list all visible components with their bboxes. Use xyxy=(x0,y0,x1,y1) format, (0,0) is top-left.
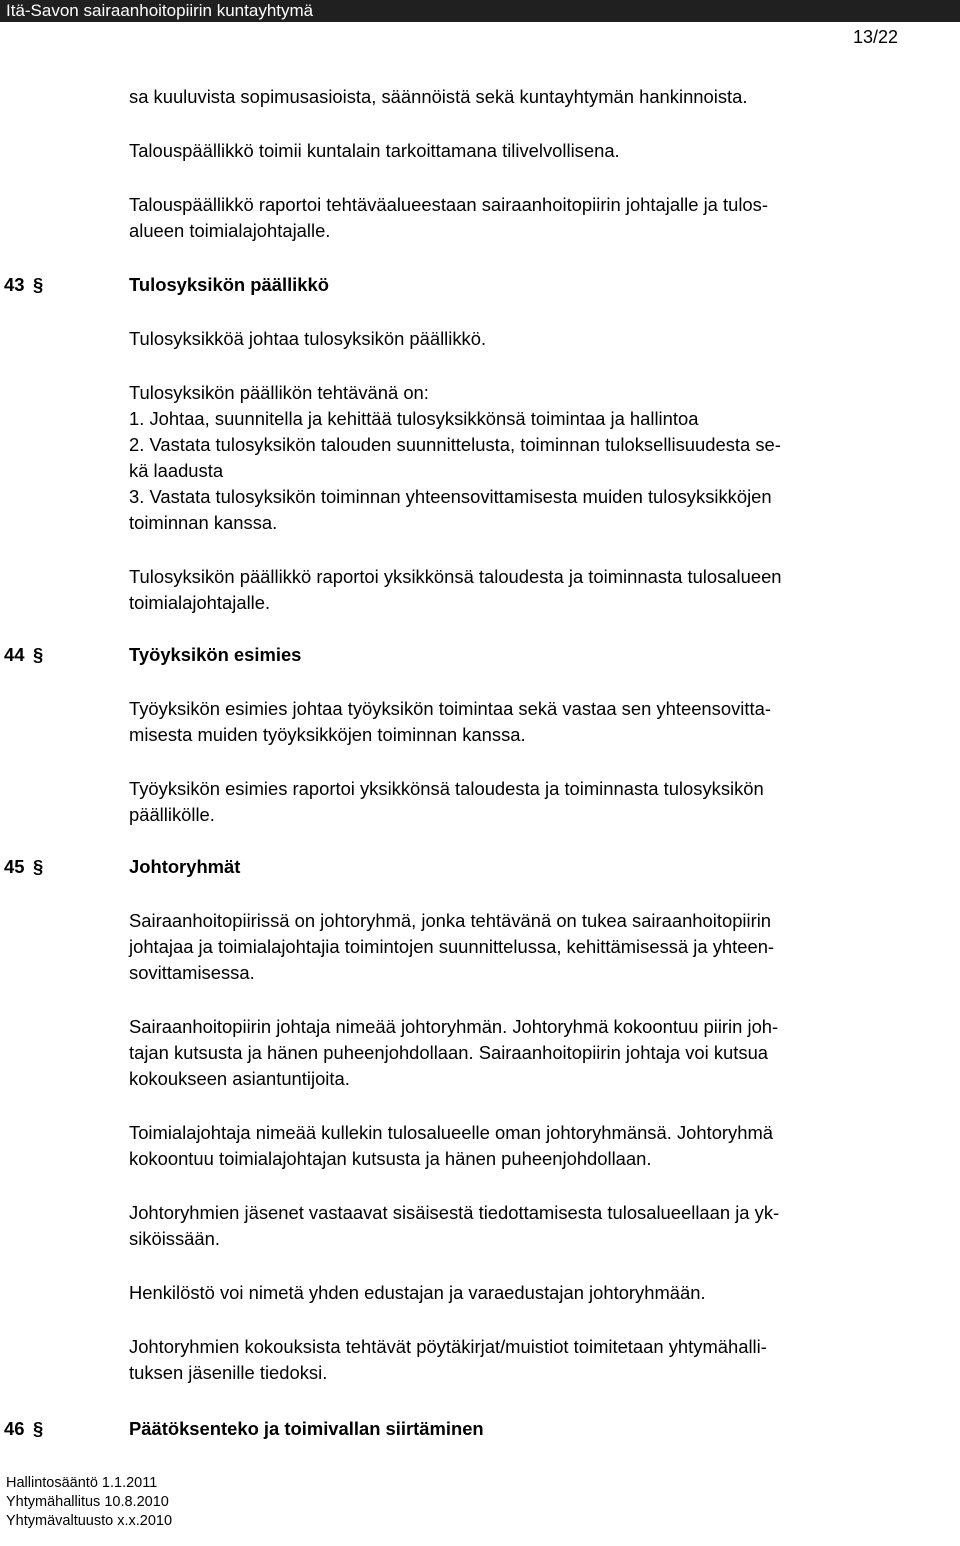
section-symbol: § xyxy=(33,274,44,295)
section-number: 43 xyxy=(4,274,25,295)
paragraph-line: johtajaa ja toimialajohtajia toimintojen suunnittelussa, kehittämisessä ja yhteen- xyxy=(129,936,775,957)
paragraph-line: toimialajohtajalle. xyxy=(129,592,271,613)
paragraph-line: Sairaanhoitopiirissä on johtoryhmä, jonka tehtävänä on tukea sairaanhoitopiirin xyxy=(129,910,772,931)
footer-line: Yhtymävaltuusto x.x.2010 xyxy=(6,1513,173,1529)
paragraph-line: Sairaanhoitopiirin johtaja nimeää johtoryhmän. Johtoryhmä kokoontuu piirin joh- xyxy=(129,1016,779,1037)
footer-line: Yhtymähallitus 10.8.2010 xyxy=(6,1494,169,1510)
section-heading-45 xyxy=(0,854,960,880)
paragraph-line: Tulosyksikön päällikön tehtävänä on: xyxy=(129,382,429,403)
paragraph-line: tajan kutsusta ja hänen puheenjohdollaan. Sairaanhoitopiirin johtaja voi kutsua xyxy=(129,1042,769,1063)
section-symbol: § xyxy=(33,856,44,877)
footer-line: Hallintosääntö 1.1.2011 xyxy=(6,1475,158,1491)
section-title: Johtoryhmät xyxy=(129,856,241,877)
section-heading-44 xyxy=(0,642,960,668)
section-heading-43 xyxy=(0,272,960,298)
paragraph-line: sovittamisessa. xyxy=(129,962,255,983)
header-bar xyxy=(0,0,960,22)
paragraph-line: Johtoryhmien jäsenet vastaavat sisäisestä tiedottamisesta tulosalueellaan ja yk- xyxy=(129,1202,780,1223)
paragraph-line: tuksen jäsenille tiedoksi. xyxy=(129,1362,328,1383)
paragraph-line: Johtoryhmien kokouksista tehtävät pöytäkirjat/muistiot toimitetaan yhtymähalli- xyxy=(129,1336,767,1357)
section-title: Päätöksenteko ja toimivallan siirtäminen xyxy=(129,1418,484,1439)
paragraph-line: kokoontuu toimialajohtajan kutsusta ja hänen puheenjohdollaan. xyxy=(129,1148,652,1169)
paragraph-line: alueen toimialajohtajalle. xyxy=(129,220,331,241)
paragraph-line: Työyksikön esimies johtaa työyksikön toimintaa sekä vastaa sen yhteensovitta- xyxy=(129,698,771,719)
section-number: 46 xyxy=(4,1418,25,1439)
section-title: Työyksikön esimies xyxy=(129,644,302,665)
paragraph-line: kokoukseen asiantuntijoita. xyxy=(129,1068,350,1089)
paragraph-line: Talouspäällikkö raportoi tehtäväalueestaan sairaanhoitopiirin johtajalle ja tulos- xyxy=(129,194,768,215)
paragraph-line: Työyksikön esimies raportoi yksikkönsä taloudesta ja toiminnasta tulosyksikön xyxy=(129,778,764,799)
list-item: toiminnan kanssa. xyxy=(129,512,278,533)
paragraph-line: siköissään. xyxy=(129,1228,220,1249)
list-item: 3. Vastata tulosyksikön toiminnan yhteensovittamisesta muiden tulosyksikköjen xyxy=(129,486,772,507)
page-number: 13/22 xyxy=(852,27,898,47)
paragraph-line: Toimialajohtaja nimeää kullekin tulosalueelle oman johtoryhmänsä. Johtoryhmä xyxy=(129,1122,774,1143)
section-title: Tulosyksikön päällikkö xyxy=(129,274,329,295)
list-item: kä laadusta xyxy=(129,460,224,481)
paragraph-line: Tulosyksikön päällikkö raportoi yksikkönsä taloudesta ja toiminnasta tulosalueen xyxy=(129,566,782,587)
organization-name: Itä-Savon sairaanhoitopiirin kuntayhtymä xyxy=(6,1,314,20)
list-item: 1. Johtaa, suunnitella ja kehittää tulosyksikkönsä toimintaa ja hallintoa xyxy=(129,408,699,429)
paragraph-line: sa kuuluvista sopimusasioista, säännöistä sekä kuntayhtymän hankinnoista. xyxy=(129,86,748,107)
paragraph-line: Tulosyksikköä johtaa tulosyksikön päällikkö. xyxy=(129,328,487,349)
document-body xyxy=(0,84,960,1442)
section-heading-46 xyxy=(0,1416,960,1442)
section-number: 45 xyxy=(4,856,25,877)
paragraph-line: Talouspäällikkö toimii kuntalain tarkoittamana tilivelvollisena. xyxy=(129,140,620,161)
list-item: 2. Vastata tulosyksikön talouden suunnittelusta, toiminnan tuloksellisuudesta se- xyxy=(129,434,781,455)
document-footer xyxy=(6,1474,172,1531)
section-number: 44 xyxy=(4,644,25,665)
paragraph-line: misesta muiden työyksikköjen toiminnan kanssa. xyxy=(129,724,526,745)
section-symbol: § xyxy=(33,1418,44,1439)
paragraph-line: Henkilöstö voi nimetä yhden edustajan ja varaedustajan johtoryhmään. xyxy=(129,1282,706,1303)
paragraph-line: päällikölle. xyxy=(129,804,215,825)
section-symbol: § xyxy=(33,644,44,665)
